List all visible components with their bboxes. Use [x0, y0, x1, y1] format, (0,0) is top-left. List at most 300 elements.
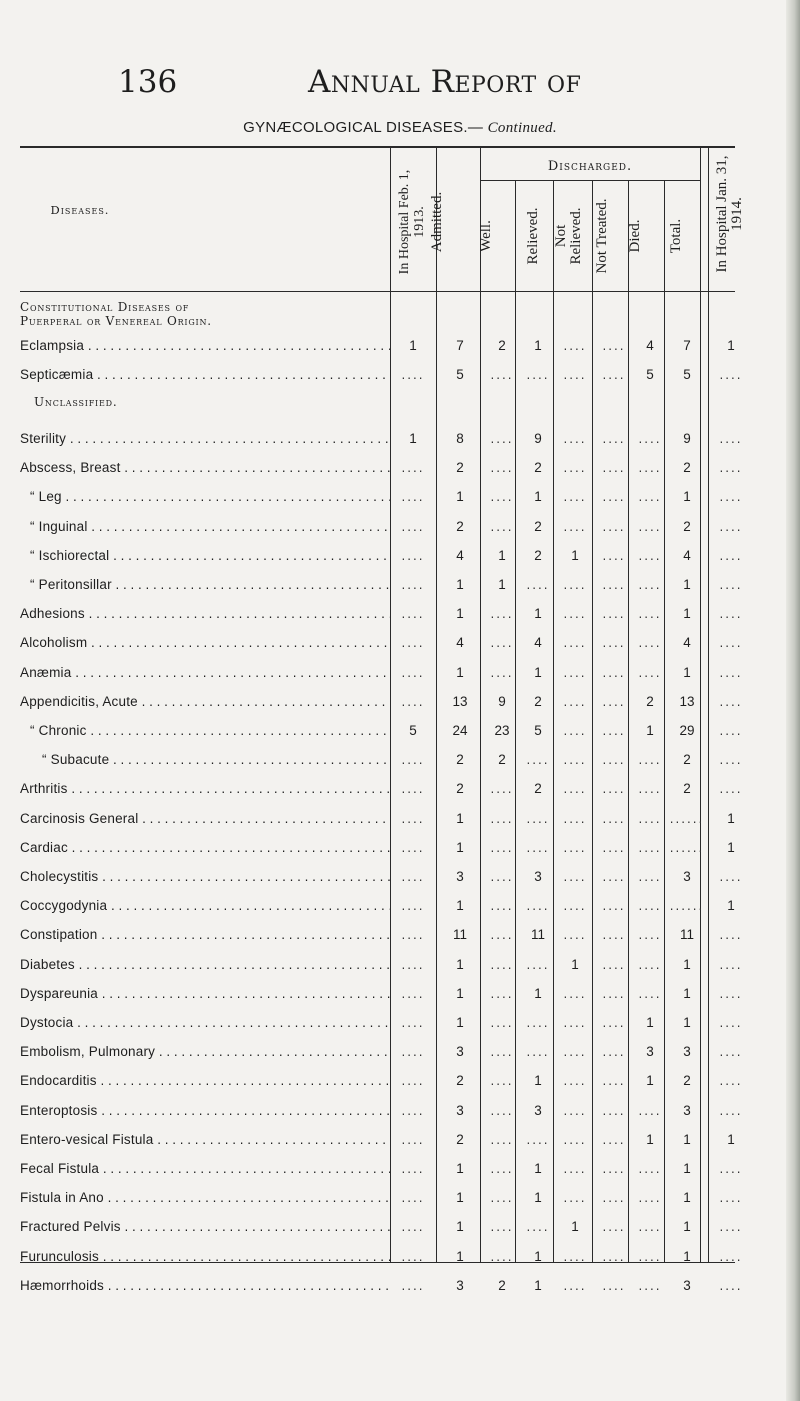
table-cell: ....: [490, 927, 514, 943]
table-row: [0, 1249, 800, 1271]
table-cell: ....: [563, 1015, 587, 1030]
table-cell: ....: [638, 1248, 662, 1264]
table-cell: ....: [602, 431, 626, 446]
table-cell: 11: [452, 927, 467, 943]
table-cell: 1: [534, 985, 542, 1001]
table-cell: ....: [401, 1015, 425, 1030]
table-cell: 2: [456, 460, 464, 476]
table-cell: ....: [526, 752, 550, 768]
disease-label: Diabetes . . .: [20, 957, 390, 977]
table-cell: 1: [683, 489, 691, 505]
disease-label: “ Ischiorectal . . .: [20, 548, 390, 568]
table-cell: ....: [719, 1015, 743, 1030]
table-row: [0, 1161, 800, 1183]
disease-label: Alcoholism . . .: [20, 635, 390, 655]
table-cell: 1: [534, 664, 542, 680]
table-cell: ....: [719, 985, 743, 1001]
table-cell: ....: [563, 869, 587, 884]
table-cell: 5: [683, 367, 691, 383]
table-cell: ....: [602, 1219, 626, 1235]
disease-label: Carcinosis General . . .: [20, 811, 390, 831]
table-cell: ....: [490, 781, 514, 797]
table-cell: 23: [494, 723, 510, 738]
table-cell: ....: [638, 927, 662, 943]
table-cell: 2: [683, 460, 691, 476]
table-cell: ....: [563, 338, 587, 353]
section-heading-line: Unclassified.: [34, 395, 118, 409]
table-cell: ....: [563, 1161, 587, 1176]
table-cell: 3: [683, 1044, 691, 1060]
table-cell: ....: [638, 898, 662, 914]
table-cell: ....: [490, 956, 514, 972]
disease-label: Septicæmia . . .: [20, 367, 390, 387]
table-cell: ....: [602, 810, 626, 826]
table-cell: 2: [456, 1073, 464, 1089]
table-cell: ....: [719, 577, 743, 592]
discharged-header: Discharged.: [547, 159, 633, 174]
table-cell: 2: [456, 1131, 464, 1147]
table-cell: 4: [683, 635, 691, 651]
disease-label: “ Peritonsillar . . .: [20, 577, 390, 597]
table-cell: ....: [638, 781, 662, 797]
table-cell: ....: [526, 367, 550, 383]
table-row: [0, 1190, 800, 1212]
disease-label: Enteroptosis . . .: [20, 1103, 390, 1123]
table-cell: ....: [638, 752, 662, 768]
table-cell: ....: [401, 577, 425, 592]
table-row: [0, 1278, 800, 1300]
disease-label: Fistula in Ano . . .: [20, 1190, 390, 1210]
table-cell: 1: [727, 1131, 735, 1147]
table-cell: ....: [563, 898, 587, 914]
table-cell: ....: [563, 1131, 587, 1147]
disease-label: Sterility . . .: [20, 431, 390, 451]
table-cell: ....: [490, 460, 514, 476]
table-cell: ....: [638, 431, 662, 446]
disease-label: Furunculosis . . .: [20, 1249, 390, 1269]
table-cell: 1: [456, 956, 464, 972]
table-cell: 1: [456, 898, 464, 914]
table-cell: 2: [498, 1277, 506, 1293]
table-cell: 1: [498, 547, 506, 563]
table-cell: 2: [456, 781, 464, 797]
table-cell: ....: [638, 577, 662, 592]
table-cell: ....: [563, 985, 587, 1001]
table-cell: 2: [683, 1073, 691, 1089]
table-cell: ....: [602, 1102, 626, 1118]
table-row: [0, 577, 800, 599]
table-cell: ....: [602, 723, 626, 738]
table-cell: ....: [526, 810, 550, 826]
table-cell: ....: [401, 367, 425, 383]
table-cell: ....: [563, 1277, 587, 1293]
table-cell: ....: [490, 1190, 514, 1206]
table-cell: ....: [719, 1248, 743, 1264]
table-cell: 2: [534, 518, 542, 534]
table-cell: ....: [638, 664, 662, 680]
disease-label: Endocarditis . . .: [20, 1073, 390, 1093]
table-cell: 1: [683, 664, 691, 680]
table-row: [0, 1015, 800, 1037]
section-heading: [20, 300, 212, 328]
table-cell: ....: [602, 1190, 626, 1206]
table-cell: ....: [719, 1073, 743, 1089]
table-cell: ....: [563, 927, 587, 943]
disease-label: Cholecystitis . . .: [20, 869, 390, 889]
table-cell: 1: [534, 1161, 542, 1176]
table-cell: ....: [563, 1073, 587, 1089]
table-cell: ....: [638, 635, 662, 651]
table-cell: 3: [456, 1044, 464, 1060]
table-cell: 2: [456, 752, 464, 768]
table-cell: 1: [534, 1190, 542, 1206]
table-cell: ....: [638, 985, 662, 1001]
table-cell: 1: [456, 606, 464, 622]
table-row: [0, 548, 800, 570]
table-cell: ......: [669, 898, 705, 914]
table-cell: ......: [669, 810, 705, 826]
table-cell: ....: [602, 898, 626, 914]
table-cell: ....: [490, 489, 514, 505]
table-cell: ....: [602, 781, 626, 797]
table-row: [0, 1219, 800, 1241]
report-title: Annual Report of: [308, 64, 582, 100]
table-cell: 3: [683, 1277, 691, 1293]
table-cell: ....: [490, 367, 514, 383]
table-cell: 1: [456, 577, 464, 592]
table-cell: ....: [602, 577, 626, 592]
table-cell: ....: [490, 1073, 514, 1089]
table-cell: 1: [534, 1073, 542, 1089]
table-cell: ....: [602, 985, 626, 1001]
table-cell: 1: [498, 577, 506, 592]
table-cell: ....: [526, 1219, 550, 1235]
table-cell: ....: [563, 1044, 587, 1060]
table-cell: 4: [646, 338, 654, 353]
table-cell: 1: [646, 1015, 654, 1030]
table-cell: ....: [563, 839, 587, 855]
table-row: [0, 519, 800, 541]
disease-label: Eclampsia . . .: [20, 338, 390, 358]
table-cell: ....: [401, 635, 425, 651]
disease-label: Embolism, Pulmonary . . .: [20, 1044, 390, 1064]
table-cell: 1: [727, 810, 735, 826]
table-row: [0, 723, 800, 745]
disease-label: Entero-vesical Fistula . . .: [20, 1132, 390, 1152]
not-treated-header: Not Treated.: [594, 198, 610, 274]
disease-label: Appendicitis, Acute . . .: [20, 694, 390, 714]
table-cell: 9: [498, 693, 506, 709]
table-cell: ....: [401, 547, 425, 563]
table-cell: ....: [602, 1015, 626, 1030]
table-cell: 2: [498, 752, 506, 768]
table-cell: 1: [727, 338, 735, 353]
section-heading: [34, 395, 117, 409]
table-cell: ....: [401, 1131, 425, 1147]
table-cell: 5: [456, 367, 464, 383]
table-row: [0, 957, 800, 979]
table-cell: 13: [452, 693, 468, 709]
table-cell: ....: [638, 518, 662, 534]
table-cell: ....: [602, 367, 626, 383]
table-cell: 3: [683, 1102, 691, 1118]
table-cell: ....: [490, 898, 514, 914]
table-cell: 7: [456, 338, 464, 353]
table-cell: ....: [563, 1248, 587, 1264]
table-cell: ....: [563, 606, 587, 622]
table-cell: ....: [719, 781, 743, 797]
table-cell: 13: [679, 693, 695, 709]
table-cell: 1: [683, 956, 691, 972]
table-cell: ....: [401, 460, 425, 476]
table-cell: ....: [563, 1190, 587, 1206]
discharged-underline: [480, 180, 700, 181]
table-cell: 3: [683, 869, 691, 884]
table-cell: ....: [563, 489, 587, 505]
table-row: [0, 986, 800, 1008]
table-cell: ....: [719, 1102, 743, 1118]
table-cell: 3: [456, 1277, 464, 1293]
table-cell: 1: [456, 1219, 464, 1235]
table-cell: ....: [638, 1277, 662, 1293]
table-cell: ....: [401, 752, 425, 768]
table-cell: ....: [602, 606, 626, 622]
table-cell: ....: [401, 956, 425, 972]
table-cell: ....: [401, 1190, 425, 1206]
table-cell: ....: [602, 869, 626, 884]
table-cell: ....: [602, 518, 626, 534]
table-cell: ....: [401, 518, 425, 534]
table-cell: ....: [719, 869, 743, 884]
table-row: [0, 606, 800, 628]
table-cell: ....: [638, 1161, 662, 1176]
table-cell: 3: [456, 869, 464, 884]
table-cell: 1: [456, 1015, 464, 1030]
table-cell: 5: [534, 723, 542, 738]
disease-label: “ Chronic . . .: [20, 723, 390, 743]
disease-label: “ Inguinal . . .: [20, 519, 390, 539]
total-header: Total.: [668, 218, 684, 254]
table-cell: 1: [683, 1219, 691, 1235]
table-cell: ......: [669, 839, 705, 855]
table-title-continued: Continued.: [487, 120, 557, 136]
table-cell: ....: [638, 1102, 662, 1118]
table-cell: ....: [490, 1044, 514, 1060]
table-cell: 11: [530, 927, 545, 943]
table-cell: ....: [563, 781, 587, 797]
table-cell: ....: [719, 1161, 743, 1176]
table-cell: ....: [719, 489, 743, 505]
table-cell: ....: [401, 489, 425, 505]
table-cell: 1: [571, 1219, 579, 1235]
table-row: [0, 338, 800, 360]
table-cell: ....: [563, 460, 587, 476]
disease-label: Constipation . . .: [20, 927, 390, 947]
page-number: 136: [118, 64, 178, 100]
table-cell: ....: [602, 1073, 626, 1089]
table-cell: ....: [602, 693, 626, 709]
well-header: Well.: [478, 220, 494, 252]
table-cell: ....: [719, 752, 743, 768]
table-cell: 2: [534, 693, 542, 709]
table-cell: ....: [490, 431, 514, 446]
table-row: [0, 489, 800, 511]
table-row: [0, 781, 800, 803]
table-cell: 1: [683, 1248, 691, 1264]
in-hospital-end-header: In Hospital Jan. 31, 1914.: [714, 155, 745, 273]
table-cell: ....: [401, 1102, 425, 1118]
table-cell: ....: [602, 752, 626, 768]
table-cell: ....: [490, 1248, 514, 1264]
table-cell: ....: [719, 1277, 743, 1293]
table-cell: ....: [490, 1219, 514, 1235]
table-cell: 4: [456, 635, 464, 651]
table-cell: 1: [534, 1277, 542, 1293]
table-cell: 2: [456, 518, 464, 534]
table-title-text: GYNÆCOLOGICAL DISEASES.—: [243, 119, 488, 136]
disease-label: Cardiac . . .: [20, 840, 390, 860]
table-row: [0, 1044, 800, 1066]
table-cell: ....: [602, 839, 626, 855]
table-cell: ....: [563, 431, 587, 446]
disease-label: Fecal Fistula . . .: [20, 1161, 390, 1181]
table-cell: 9: [534, 431, 542, 446]
table-cell: ....: [401, 664, 425, 680]
disease-label: Dyspareunia . . .: [20, 986, 390, 1006]
table-cell: 1: [571, 547, 579, 563]
table-cell: 1: [534, 338, 542, 353]
table-cell: 2: [683, 752, 691, 768]
table-cell: ....: [638, 956, 662, 972]
table-cell: 1: [727, 898, 735, 914]
table-cell: 2: [534, 547, 542, 563]
table-cell: 7: [683, 338, 691, 353]
disease-label: Arthritis . . .: [20, 781, 390, 801]
table-cell: ....: [719, 547, 743, 563]
table-cell: ....: [490, 869, 514, 884]
table-cell: ....: [719, 956, 743, 972]
table-cell: ....: [563, 723, 587, 738]
table-cell: ....: [526, 577, 550, 592]
table-cell: ....: [719, 693, 743, 709]
table-cell: ....: [638, 460, 662, 476]
table-cell: 2: [498, 338, 506, 353]
table-cell: ....: [602, 460, 626, 476]
table-cell: 29: [679, 723, 695, 738]
table-cell: 1: [456, 985, 464, 1001]
table-cell: 1: [683, 985, 691, 1001]
table-row: [0, 898, 800, 920]
table-cell: ....: [719, 606, 743, 622]
table-cell: ....: [401, 1248, 425, 1264]
table-cell: 1: [683, 1161, 691, 1176]
table-row: [0, 694, 800, 716]
table-cell: 2: [683, 781, 691, 797]
table-cell: ....: [401, 1277, 425, 1293]
table-cell: ....: [526, 898, 550, 914]
table-cell: ....: [638, 810, 662, 826]
table-row: [0, 1073, 800, 1095]
table-cell: 1: [534, 1248, 542, 1264]
table-cell: 1: [456, 664, 464, 680]
table-cell: ....: [602, 338, 626, 353]
table-cell: ....: [401, 927, 425, 943]
table-cell: ....: [401, 810, 425, 826]
table-cell: 5: [646, 367, 654, 383]
table-cell: 1: [683, 1190, 691, 1206]
table-row: [0, 869, 800, 891]
table-cell: ....: [563, 367, 587, 383]
admitted-header: Admitted.: [429, 191, 445, 253]
table-cell: 3: [456, 1102, 464, 1118]
table-cell: ....: [719, 927, 743, 943]
table-cell: ....: [719, 664, 743, 680]
table-cell: ....: [490, 518, 514, 534]
table-cell: 1: [727, 839, 735, 855]
table-cell: ....: [638, 1190, 662, 1206]
disease-label: “ Subacute . . .: [20, 752, 390, 772]
disease-label: Anæmia . . .: [20, 665, 390, 685]
table-row: [0, 635, 800, 657]
table-cell: ....: [563, 693, 587, 709]
table-cell: ....: [563, 810, 587, 826]
table-cell: 3: [534, 1102, 542, 1118]
relieved-header: Relieved.: [525, 207, 541, 265]
table-cell: ....: [719, 635, 743, 651]
table-cell: ....: [490, 664, 514, 680]
table-cell: ....: [401, 839, 425, 855]
table-cell: ....: [719, 431, 743, 446]
table-cell: 1: [456, 1248, 464, 1264]
table-cell: ....: [401, 1044, 425, 1060]
table-cell: 9: [683, 431, 691, 446]
table-cell: 1: [456, 839, 464, 855]
disease-label: Coccygodynia . . .: [20, 898, 390, 918]
table-cell: ....: [401, 606, 425, 622]
disease-label: Dystocia . . .: [20, 1015, 390, 1035]
table-cell: ....: [602, 1044, 626, 1060]
table-cell: ....: [490, 1015, 514, 1030]
table-cell: ....: [490, 985, 514, 1001]
table-cell: ....: [719, 723, 743, 738]
table-cell: ....: [526, 956, 550, 972]
table-row: [0, 927, 800, 949]
table-cell: ....: [401, 869, 425, 884]
table-cell: ....: [602, 1248, 626, 1264]
table-cell: ....: [638, 606, 662, 622]
not-relieved-header: Not Relieved.: [553, 207, 584, 265]
table-cell: ....: [602, 1131, 626, 1147]
table-cell: 1: [456, 1161, 464, 1176]
table-cell: ....: [638, 547, 662, 563]
table-cell: 1: [409, 338, 417, 353]
table-cell: ....: [563, 664, 587, 680]
table-cell: ....: [401, 1073, 425, 1089]
table-cell: 4: [456, 547, 464, 563]
table-row: [0, 1132, 800, 1154]
table-cell: ....: [563, 1102, 587, 1118]
table-cell: ....: [602, 927, 626, 943]
table-cell: ....: [602, 547, 626, 563]
section-heading-line: Puerperal or Venereal Origin.: [20, 314, 212, 328]
table-cell: ....: [490, 635, 514, 651]
table-cell: 5: [409, 723, 417, 738]
table-cell: 1: [534, 606, 542, 622]
table-cell: ....: [563, 635, 587, 651]
table-cell: ....: [490, 1161, 514, 1176]
disease-label: Fractured Pelvis . . .: [20, 1219, 390, 1239]
table-cell: 2: [534, 781, 542, 797]
